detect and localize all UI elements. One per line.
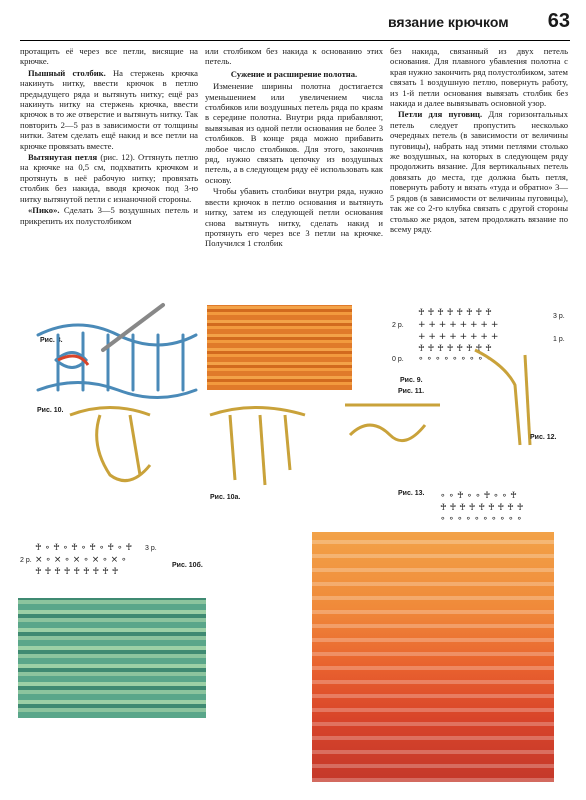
paragraph: протащить её через все петли, висящие на крючке.	[20, 46, 198, 67]
svg-text:+ + + + + + + +: + + + + + + + +	[418, 320, 499, 330]
gradient-knitted-swatch	[312, 532, 554, 782]
term-heading: Петли для пуговиц.	[398, 109, 483, 120]
svg-text:∘ ∘ ♰ ∘ ∘ ♰ ∘ ∘ ♰: ∘ ∘ ♰ ∘ ∘ ♰ ∘ ∘ ♰	[440, 491, 517, 501]
figure-label-10b: Рис. 10б.	[172, 562, 203, 569]
figure-label-12: Рис. 12.	[530, 434, 557, 441]
paragraph-text: На стержень крючка накинуть нитку, ввести крючок в петлю предыдущего ряда и вытянуть нитку; ещё раз накинуть нитку на стержень крючка, ввести крючок в то же отверстие и вытянуть нитку. Так повторить 2—5 раз в зависимости от толщины нитки. Затем сделать ещё накид и все петли на крючке провязать вместе.	[20, 67, 198, 151]
text-column-1	[20, 46, 198, 227]
svg-text:♰ ♰ ♰ ♰ ♰ ♰ ♰ ♰: ♰ ♰ ♰ ♰ ♰ ♰ ♰ ♰	[418, 308, 492, 318]
svg-text:♰ ♰ ♰ ♰ ♰ ♰ ♰ ♰ ♰: ♰ ♰ ♰ ♰ ♰ ♰ ♰ ♰ ♰	[440, 503, 524, 513]
figure-10a-illustration	[205, 395, 325, 495]
svg-text:♰ ∘ ♰ ∘ ♰ ∘ ♰ ∘ ♰ ∘ ♰: ♰ ∘ ♰ ∘ ♰ ∘ ♰ ∘ ♰ ∘ ♰	[35, 543, 133, 553]
svg-text:∘ ∘ ∘ ∘ ∘ ∘ ∘ ∘ ∘: ∘ ∘ ∘ ∘ ∘ ∘ ∘ ∘ ∘	[418, 354, 492, 364]
figure-11-illustration	[345, 395, 445, 455]
text-column-3	[390, 46, 568, 235]
paragraph	[20, 152, 198, 204]
figure-label-11: Рис. 11.	[398, 388, 425, 395]
row-label: 2 р.	[392, 322, 404, 329]
paragraph-text: Для горизонтальных петель следует пропустить несколько очередных петель (в зависимости от величины пуговицы), набрать над этими петлями столько же воздушных, на которых в следующем ряду продолжить вязание. Для вертикальных петель довязать до места, где должна быть петля, повернуть работу и вязать «туда и обратно» 3—5 рядов (в зависимости от величины пуговицы), так же со 2-го клубка связать с другой стороны столько же рядов, затем продолжать вязание по всему ряду.	[390, 109, 568, 234]
figure-label-10: Рис. 10.	[37, 407, 64, 414]
svg-text:♰ ♰ ♰ ♰ ♰ ♰ ♰ ♰ ♰: ♰ ♰ ♰ ♰ ♰ ♰ ♰ ♰ ♰	[35, 567, 119, 577]
figure-label-8: Рис. 8.	[40, 337, 63, 344]
figure-13-chart	[440, 488, 560, 528]
row-label: 0 р.	[392, 356, 404, 363]
section-heading: Сужение и расширение полотна.	[230, 68, 358, 79]
page-header	[370, 10, 570, 36]
figure-10b-chart	[30, 540, 160, 585]
paragraph	[390, 109, 568, 234]
paragraph: или столбиком без накида к основанию этих петель.	[205, 46, 383, 67]
term-heading: Вытянутая петля	[28, 152, 98, 163]
header-rule	[20, 40, 570, 41]
section-title: вязание крючком	[388, 14, 509, 30]
figure-label-13: Рис. 13.	[398, 490, 425, 497]
term-heading: «Пико».	[28, 205, 60, 216]
row-label: 1 р.	[553, 336, 565, 343]
row-label: 3 р.	[553, 313, 565, 320]
paragraph-text: Сделать 3—5 воздушных петель и прикрепить их полустолбиком	[20, 205, 198, 226]
stitch-texture	[312, 532, 554, 782]
paragraph	[20, 68, 198, 151]
svg-text:+ + + + + + + +: + + + + + + + +	[418, 332, 499, 342]
text-column-2	[205, 46, 383, 250]
page-number: 63	[547, 10, 570, 32]
svg-text:∘ ∘ ∘ ∘ ∘ ∘ ∘ ∘ ∘ ∘: ∘ ∘ ∘ ∘ ∘ ∘ ∘ ∘ ∘ ∘	[440, 514, 523, 524]
svg-text:♰ ♰ ♰ ♰ ♰ ♰ ♰ ♰: ♰ ♰ ♰ ♰ ♰ ♰ ♰ ♰	[418, 344, 492, 354]
svg-text:× ∘ × ∘ × ∘ × ∘ × ∘: × ∘ × ∘ × ∘ × ∘ × ∘	[35, 555, 127, 565]
figure-label-10a: Рис. 10а.	[210, 494, 241, 501]
paragraph-text: (рис. 12). Оттянуть петлю на крючке на 0,5 см, подхватить крючком и протянуть в неё рабочую нитку; провязать столбик без накида, вводя крючок под 3-ю нитку вытянутой петли с изнаночной стороны.	[20, 152, 198, 204]
row-label: 2 р.	[20, 557, 32, 564]
paragraph: без накида, связанный из двух петель основания. Для плавного убавления полотна с края нужно закончить ряд полустолбиком, затем связать 1 воздушную петлю, повернуть работу, из 1-й петли основания вывязать столбик без накида и далее вывязывать основной узор.	[390, 46, 568, 109]
green-knitted-swatch	[18, 598, 206, 718]
paragraph	[20, 205, 198, 226]
orange-knitted-swatch	[207, 305, 352, 390]
row-label: 3 р.	[145, 545, 157, 552]
figure-10-illustration	[70, 395, 190, 495]
paragraph: Чтобы убавить столбики внутри ряда, нужно ввести крючок в петлю основания и вытянуть нитку, затем из следующей петли основания снова вытянуть нитку, сделать накид и протянуть его через все 3 петли на крючке. Получился 1 столбик	[205, 186, 383, 249]
figure-label-9: Рис. 9.	[400, 377, 423, 384]
term-heading: Пышный столбик.	[28, 67, 106, 78]
figure-8-illustration	[18, 305, 196, 400]
paragraph: Изменение ширины полотна достигается уменьшением или увеличением числа столбиков или воздушных петель ряда по краям в середине полотна. Внутри ряда прибавляют, вывязывая из одной петли основания не более 3 столбиков. В конце ряда можно прибавить любое число столбиков. Для этого, закончив ряд, нужно связать цепочку из воздушных петель, а в следующем ряду её использовать как основу.	[205, 81, 383, 185]
